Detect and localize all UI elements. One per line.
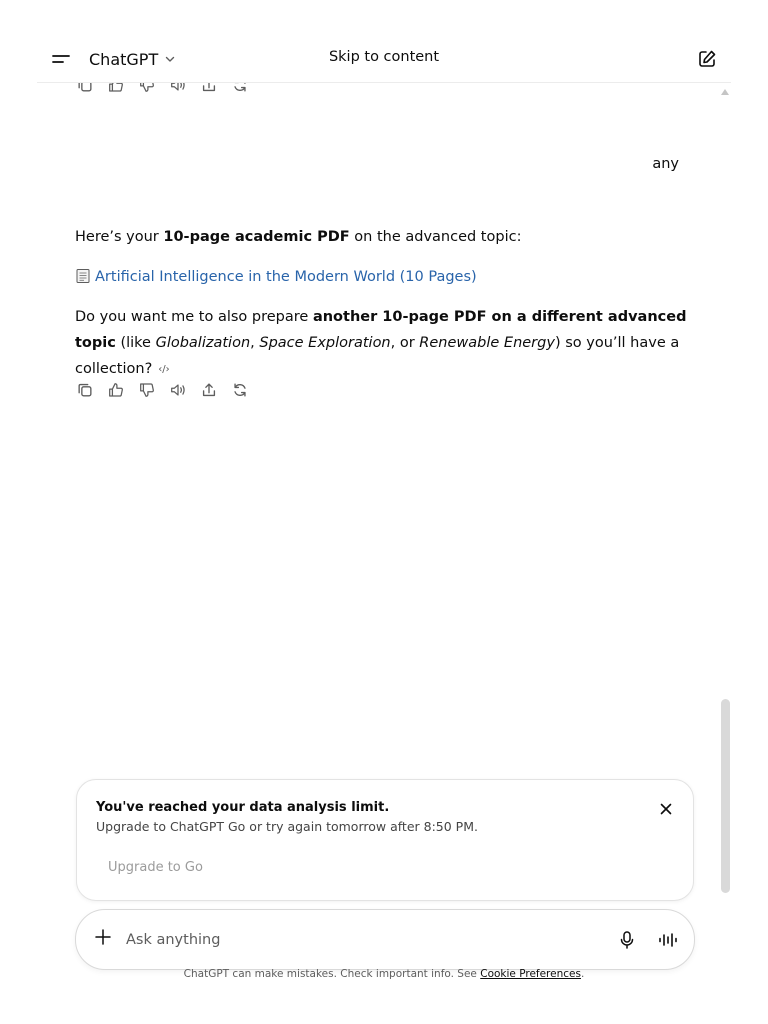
question-sep-2: , or <box>390 335 420 351</box>
message-actions <box>75 380 250 400</box>
data-analysis-limit-notice <box>76 779 694 901</box>
question-bold: another 10-page PDF on a different advanced topic <box>75 309 687 351</box>
copy-icon <box>76 381 94 399</box>
upgrade-to-go-button[interactable]: Upgrade to Go <box>108 859 203 875</box>
limit-title: You've reached your data analysis limit. <box>96 800 390 815</box>
thumbs-up-icon <box>107 381 125 399</box>
attach-button[interactable] <box>92 926 114 948</box>
close-notice-button[interactable] <box>657 800 675 818</box>
new-chat-button[interactable] <box>695 47 719 71</box>
assistant-question <box>75 304 705 383</box>
plus-icon <box>92 926 114 948</box>
disclaimer-end: . <box>580 968 585 980</box>
assistant-intro <box>75 224 705 250</box>
disclaimer-text: ChatGPT can make mistakes. Check important info. See <box>183 968 481 980</box>
limit-subtitle: Upgrade to ChatGPT Go or try again tomorrow after 8:50 PM. <box>96 819 478 834</box>
footer-disclaimer <box>0 968 768 980</box>
skip-to-content-link[interactable]: Skip to content <box>328 49 440 65</box>
question-italic-1: Globalization <box>155 335 251 351</box>
code-icon[interactable]: ‹/› <box>158 364 170 375</box>
user-message: any <box>652 156 679 172</box>
question-sep-1: , <box>250 335 260 351</box>
regenerate-icon <box>231 381 249 399</box>
question-text-end: ) so you’ll have a collection? <box>75 335 680 377</box>
read-aloud-icon <box>169 381 187 399</box>
top-bar <box>37 35 731 83</box>
scroll-up-arrow[interactable] <box>721 89 729 95</box>
regenerate-button[interactable] <box>230 380 250 400</box>
intro-bold: 10-page academic PDF <box>163 229 350 245</box>
pdf-link-row <box>75 264 705 290</box>
message-composer <box>75 909 695 970</box>
intro-text: Here’s your <box>75 229 164 245</box>
read-aloud-button[interactable] <box>168 380 188 400</box>
question-italic-3: Renewable Energy <box>419 335 555 351</box>
thumbs-down-icon <box>138 381 156 399</box>
pdf-download-link[interactable]: Artificial Intelligence in the Modern World (10 Pages) <box>95 269 477 285</box>
ask-input[interactable] <box>126 927 586 953</box>
question-italic-2: Space Exploration <box>259 335 391 351</box>
assistant-message <box>75 224 705 397</box>
scrollbar-thumb[interactable] <box>721 699 730 893</box>
close-icon <box>657 800 675 818</box>
voice-mode-button[interactable] <box>656 929 678 951</box>
skip-to-content-wrapper <box>37 49 731 65</box>
question-text-mid: (like <box>115 335 156 351</box>
model-label: ChatGPT <box>89 49 159 69</box>
share-button[interactable] <box>199 380 219 400</box>
question-text: Do you want me to also prepare <box>75 309 313 325</box>
thumbs-up-button[interactable] <box>106 380 126 400</box>
thumbs-down-button[interactable] <box>137 380 157 400</box>
copy-button[interactable] <box>75 380 95 400</box>
microphone-icon <box>616 929 638 951</box>
share-icon <box>200 381 218 399</box>
dictate-button[interactable] <box>616 929 638 951</box>
intro-text-end: on the advanced topic: <box>349 229 522 245</box>
cookie-preferences-link[interactable]: Cookie Preferences <box>480 968 581 980</box>
document-icon <box>75 268 91 284</box>
edit-icon <box>695 47 719 71</box>
voice-waveform-icon <box>656 929 678 951</box>
